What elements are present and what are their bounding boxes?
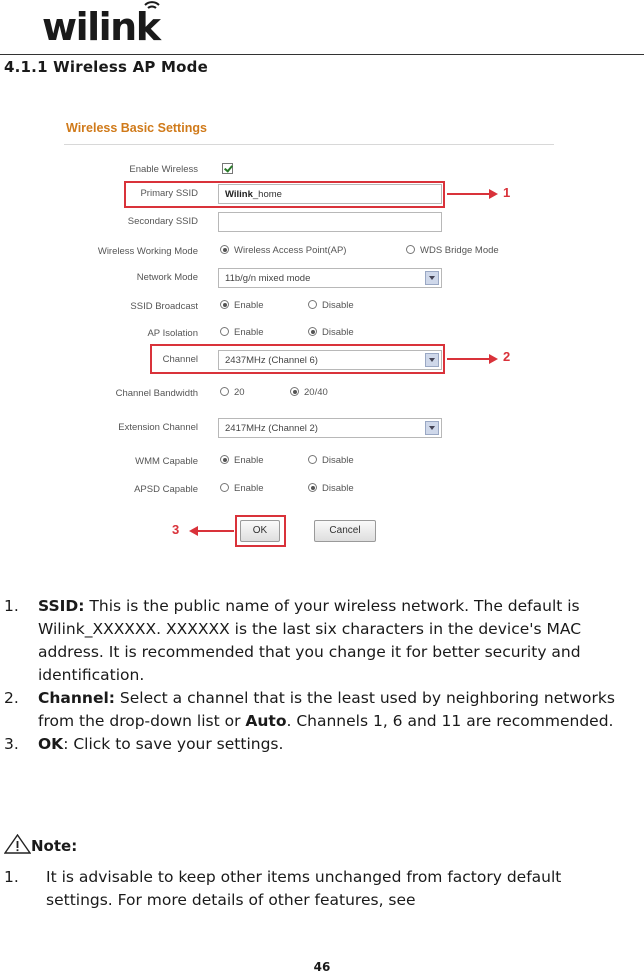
- callout-number-2: 2: [503, 349, 511, 364]
- radio-selected-icon: [308, 483, 317, 492]
- label-channel: Channel: [162, 354, 198, 365]
- row-secondary-ssid: [62, 212, 562, 232]
- label-primary-ssid: Primary SSID: [140, 188, 198, 199]
- radio-bandwidth-20[interactable]: 20: [220, 387, 245, 398]
- item-text: Select a channel that is the least used by neighboring networks from the drop-down list or: [38, 689, 615, 730]
- wilink-logo: [40, 0, 170, 46]
- radio-bandwidth-20-40[interactable]: 20/40: [290, 387, 328, 398]
- radio-unselected-icon: [220, 387, 229, 396]
- callout-number-3: 3: [172, 522, 180, 537]
- section-title: 4.1.1 Wireless AP Mode: [4, 58, 208, 76]
- row-working-mode: [62, 242, 562, 262]
- arrow-head-icon: [489, 354, 498, 364]
- label-secondary-ssid: Secondary SSID: [127, 216, 198, 227]
- row-network-mode: [62, 268, 562, 288]
- item-bold-inline: Auto: [245, 712, 287, 730]
- radio-selected-icon: [220, 455, 229, 464]
- item-term: Channel:: [38, 689, 115, 707]
- list-item: 1. SSID: This is the public name of your wireless network. The default is Wilink_XXXXXX. XXXXXX is the last six characters in the device's MAC address. It is recommended that you change it for better security and identification.: [4, 597, 582, 684]
- radio-apsd-disable[interactable]: Disable: [308, 483, 354, 494]
- ok-button[interactable]: OK: [240, 520, 280, 542]
- label-ap-isolation: AP Isolation: [147, 328, 198, 339]
- highlight-channel: [150, 344, 445, 374]
- network-mode-select[interactable]: 11b/g/n mixed mode: [218, 268, 442, 288]
- item-term: SSID:: [38, 597, 85, 615]
- row-channel-bandwidth: [62, 384, 562, 404]
- callout-arrow-1: [447, 193, 491, 195]
- row-apsd-capable: [62, 480, 562, 500]
- extension-channel-select[interactable]: 2417MHz (Channel 2): [218, 418, 442, 438]
- radio-isolation-disable[interactable]: Disable: [308, 327, 354, 338]
- warning-triangle-icon: [4, 834, 31, 854]
- explanation-list: [4, 595, 644, 756]
- callout-arrow-2: [447, 358, 491, 360]
- ssid-value-rest: _home: [252, 189, 282, 200]
- item-term: OK: [38, 735, 64, 753]
- panel-divider: [64, 144, 554, 145]
- row-extension-channel: [62, 418, 562, 438]
- channel-select[interactable]: 2437MHz (Channel 6): [218, 350, 442, 370]
- callout-number-1: 1: [503, 185, 511, 200]
- header-rule: [0, 54, 644, 55]
- radio-unselected-icon: [220, 327, 229, 336]
- radio-ap-mode[interactable]: Wireless Access Point(AP): [220, 245, 346, 256]
- radio-apsd-enable[interactable]: Enable: [220, 483, 264, 494]
- highlight-ok-button: [235, 515, 286, 547]
- label-apsd-capable: APSD Capable: [134, 484, 198, 495]
- row-wmm-capable: [62, 452, 562, 472]
- item-text: : Click to save your settings.: [63, 735, 284, 753]
- wireless-settings-screenshot: [62, 118, 562, 563]
- label-network-mode: Network Mode: [136, 272, 198, 283]
- page-number: 46: [313, 960, 331, 974]
- ssid-value-bold: Wilink: [225, 189, 253, 200]
- secondary-ssid-input[interactable]: [218, 212, 442, 232]
- dropdown-arrow-icon: [425, 421, 439, 435]
- label-working-mode: Wireless Working Mode: [97, 246, 198, 257]
- radio-selected-icon: [308, 327, 317, 336]
- radio-wmm-enable[interactable]: Enable: [220, 455, 264, 466]
- list-item: 3. OK: Click to save your settings.: [4, 735, 284, 753]
- radio-unselected-icon: [220, 483, 229, 492]
- label-wmm-capable: WMM Capable: [135, 456, 198, 467]
- arrow-head-icon: [189, 526, 198, 536]
- panel-title: Wireless Basic Settings: [66, 121, 207, 135]
- radio-wds-mode[interactable]: WDS Bridge Mode: [406, 245, 499, 256]
- label-enable-wireless: Enable Wireless: [129, 164, 198, 175]
- note-heading: Note:: [4, 834, 77, 855]
- list-item: 2. Channel: Select a channel that is the least used by neighboring networks from the drop-down list or Auto. Channels 1, 6 and 11 are recommended.: [4, 689, 615, 730]
- list-item: 1. It is advisable to keep other items unchanged from factory default settings. For more details of other features, see: [4, 868, 562, 909]
- radio-unselected-icon: [308, 300, 317, 309]
- row-ssid-broadcast: [62, 297, 562, 317]
- label-extension-channel: Extension Channel: [118, 422, 198, 433]
- radio-unselected-icon: [406, 245, 415, 254]
- label-channel-bandwidth: Channel Bandwidth: [115, 388, 198, 399]
- note-list: [4, 866, 624, 912]
- radio-selected-icon: [290, 387, 299, 396]
- row-enable-wireless: [62, 160, 562, 180]
- label-ssid-broadcast: SSID Broadcast: [130, 301, 198, 312]
- radio-broadcast-disable[interactable]: Disable: [308, 300, 354, 311]
- note-text: It is advisable to keep other items unchanged from factory default settings. For more details of other features, see: [46, 868, 562, 909]
- callout-arrow-3: [196, 530, 234, 532]
- svg-text:wilink: wilink: [42, 5, 160, 46]
- radio-broadcast-enable[interactable]: Enable: [220, 300, 264, 311]
- radio-isolation-enable[interactable]: Enable: [220, 327, 264, 338]
- radio-unselected-icon: [308, 455, 317, 464]
- item-text: This is the public name of your wireless network. The default is Wilink_XXXXXX. XXXXXX is the last six characters in the device's MAC address. It is recommended that you change it for better security and identification.: [38, 597, 582, 684]
- arrow-head-icon: [489, 189, 498, 199]
- cancel-button[interactable]: Cancel: [314, 520, 376, 542]
- radio-wmm-disable[interactable]: Disable: [308, 455, 354, 466]
- item-text-after: . Channels 1, 6 and 11 are recommended.: [286, 712, 614, 730]
- highlight-primary-ssid: [124, 181, 445, 208]
- radio-selected-icon: [220, 245, 229, 254]
- enable-wireless-checkbox[interactable]: [222, 163, 233, 174]
- radio-selected-icon: [220, 300, 229, 309]
- row-ap-isolation: [62, 324, 562, 344]
- dropdown-arrow-icon: [425, 271, 439, 285]
